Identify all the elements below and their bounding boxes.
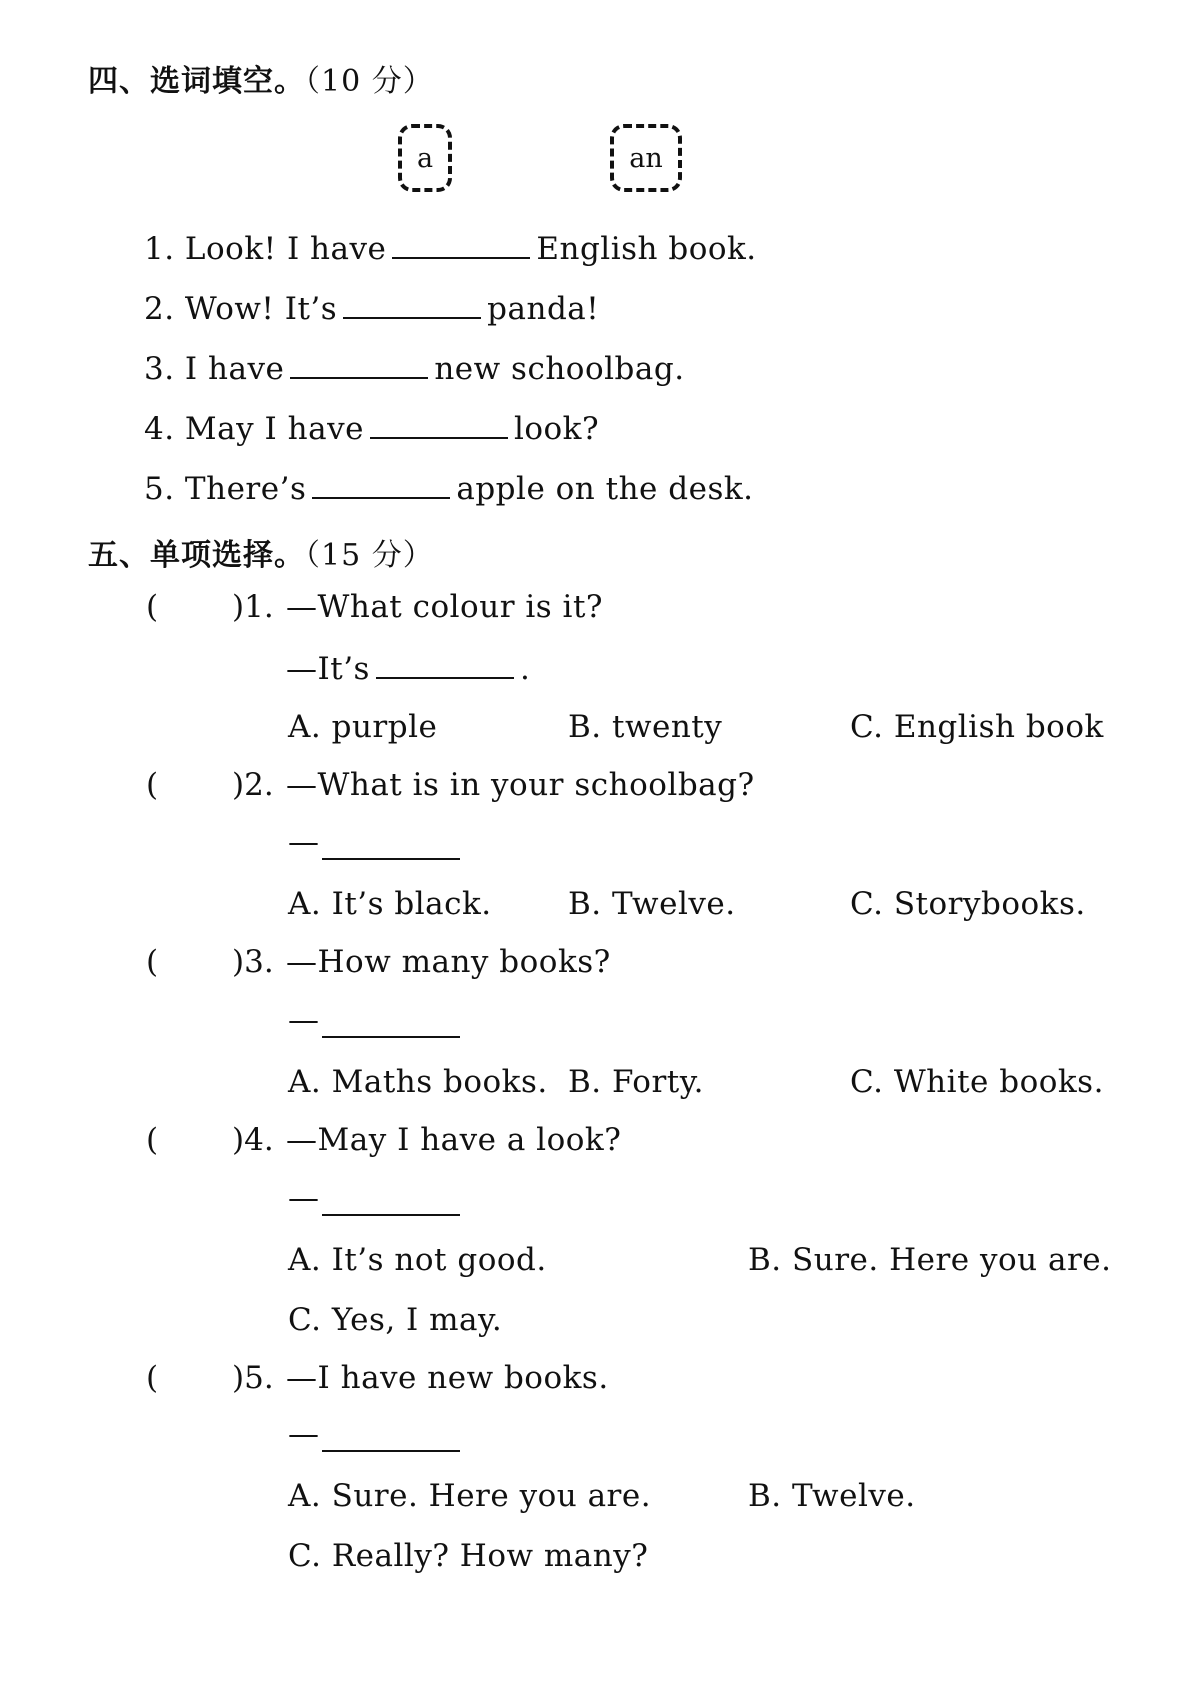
question-number-3: )3.	[232, 944, 274, 980]
section-4-heading	[88, 56, 434, 100]
question-1-text: —What colour is it?	[286, 589, 604, 625]
fill-item-3	[144, 347, 685, 389]
word-choice-a	[398, 124, 452, 192]
question-3-option-a[interactable]: A. Maths books.	[288, 1064, 548, 1100]
question-2-option-c[interactable]: C. Storybooks.	[850, 886, 1086, 922]
question-1-answer-blank[interactable]	[376, 647, 514, 679]
question-1-option-b[interactable]: B. twenty	[568, 709, 723, 745]
question-4-option-b[interactable]: B. Sure. Here you are.	[748, 1242, 1112, 1278]
question-1-answer-line	[286, 647, 530, 689]
question-4-answer-dash: —	[288, 1180, 319, 1216]
question-4-answer-blank[interactable]	[322, 1214, 460, 1216]
answer-paren-1[interactable]: (	[146, 589, 159, 625]
question-number-5: )5.	[232, 1360, 274, 1396]
question-2-option-b[interactable]: B. Twelve.	[568, 886, 736, 922]
answer-paren-5[interactable]: (	[146, 1360, 159, 1396]
question-3-text: —How many books?	[286, 944, 611, 980]
question-4-option-c[interactable]: C. Yes, I may.	[288, 1302, 503, 1338]
fill-blank-1[interactable]	[392, 227, 530, 259]
word-choice-an	[610, 124, 682, 192]
question-3-answer-dash: —	[288, 1002, 319, 1038]
answer-paren-4[interactable]: (	[146, 1122, 159, 1158]
question-2-answer-blank[interactable]	[322, 858, 460, 860]
question-1-answer-suffix: .	[519, 651, 531, 687]
question-3-option-b[interactable]: B. Forty.	[568, 1064, 704, 1100]
question-2-text: —What is in your schoolbag?	[286, 767, 755, 803]
question-5-text: —I have new books.	[286, 1360, 609, 1396]
answer-paren-2[interactable]: (	[146, 767, 159, 803]
question-3-answer-blank[interactable]	[322, 1036, 460, 1038]
fill-item-2-after: panda!	[487, 291, 600, 327]
question-5-option-b[interactable]: B. Twelve.	[748, 1478, 916, 1514]
section-5-heading	[88, 530, 434, 574]
question-4-option-a[interactable]: A. It’s not good.	[288, 1242, 547, 1278]
fill-item-1-after: English book.	[536, 231, 757, 267]
fill-blank-5[interactable]	[312, 467, 450, 499]
question-2-option-a[interactable]: A. It’s black.	[288, 886, 492, 922]
fill-item-1-before: 1. Look! I have	[144, 231, 387, 267]
fill-item-2-before: 2. Wow! It’s	[144, 291, 338, 327]
section-4-score: （10 分）	[305, 64, 434, 99]
word-choice-an-text: an	[629, 142, 663, 174]
fill-item-1	[144, 227, 757, 269]
fill-blank-3[interactable]	[290, 347, 428, 379]
fill-item-5	[144, 467, 754, 509]
question-1-option-a[interactable]: A. purple	[288, 709, 438, 745]
question-5-option-a[interactable]: A. Sure. Here you are.	[288, 1478, 652, 1514]
question-1-option-c[interactable]: C. English book	[850, 709, 1104, 745]
fill-item-4-before: 4. May I have	[144, 411, 364, 447]
question-5-answer-dash: —	[288, 1416, 319, 1452]
fill-item-3-before: 3. I have	[144, 351, 285, 387]
question-2-answer-dash: —	[288, 824, 319, 860]
question-5-answer-blank[interactable]	[322, 1450, 460, 1452]
question-1-answer-prefix: —It’s	[286, 651, 370, 687]
question-number-2: )2.	[232, 767, 274, 803]
section-5-score: （15 分）	[305, 538, 434, 573]
question-3-option-c[interactable]: C. White books.	[850, 1064, 1104, 1100]
word-choice-a-text: a	[416, 142, 434, 174]
fill-item-3-after: new schoolbag.	[434, 351, 685, 387]
fill-blank-2[interactable]	[343, 287, 481, 319]
fill-item-5-before: 5. There’s	[144, 471, 307, 507]
section-4-title: 四、选词填空。	[88, 64, 305, 99]
fill-item-4-after: look?	[513, 411, 600, 447]
question-5-option-c[interactable]: C. Really? How many?	[288, 1538, 649, 1574]
fill-blank-4[interactable]	[370, 407, 508, 439]
fill-item-5-after: apple on the desk.	[456, 471, 754, 507]
question-number-1: )1.	[232, 589, 274, 625]
answer-paren-3[interactable]: (	[146, 944, 159, 980]
fill-item-2	[144, 287, 599, 329]
question-number-4: )4.	[232, 1122, 274, 1158]
fill-item-4	[144, 407, 599, 449]
section-5-title: 五、单项选择。	[88, 538, 305, 573]
question-4-text: —May I have a look?	[286, 1122, 622, 1158]
